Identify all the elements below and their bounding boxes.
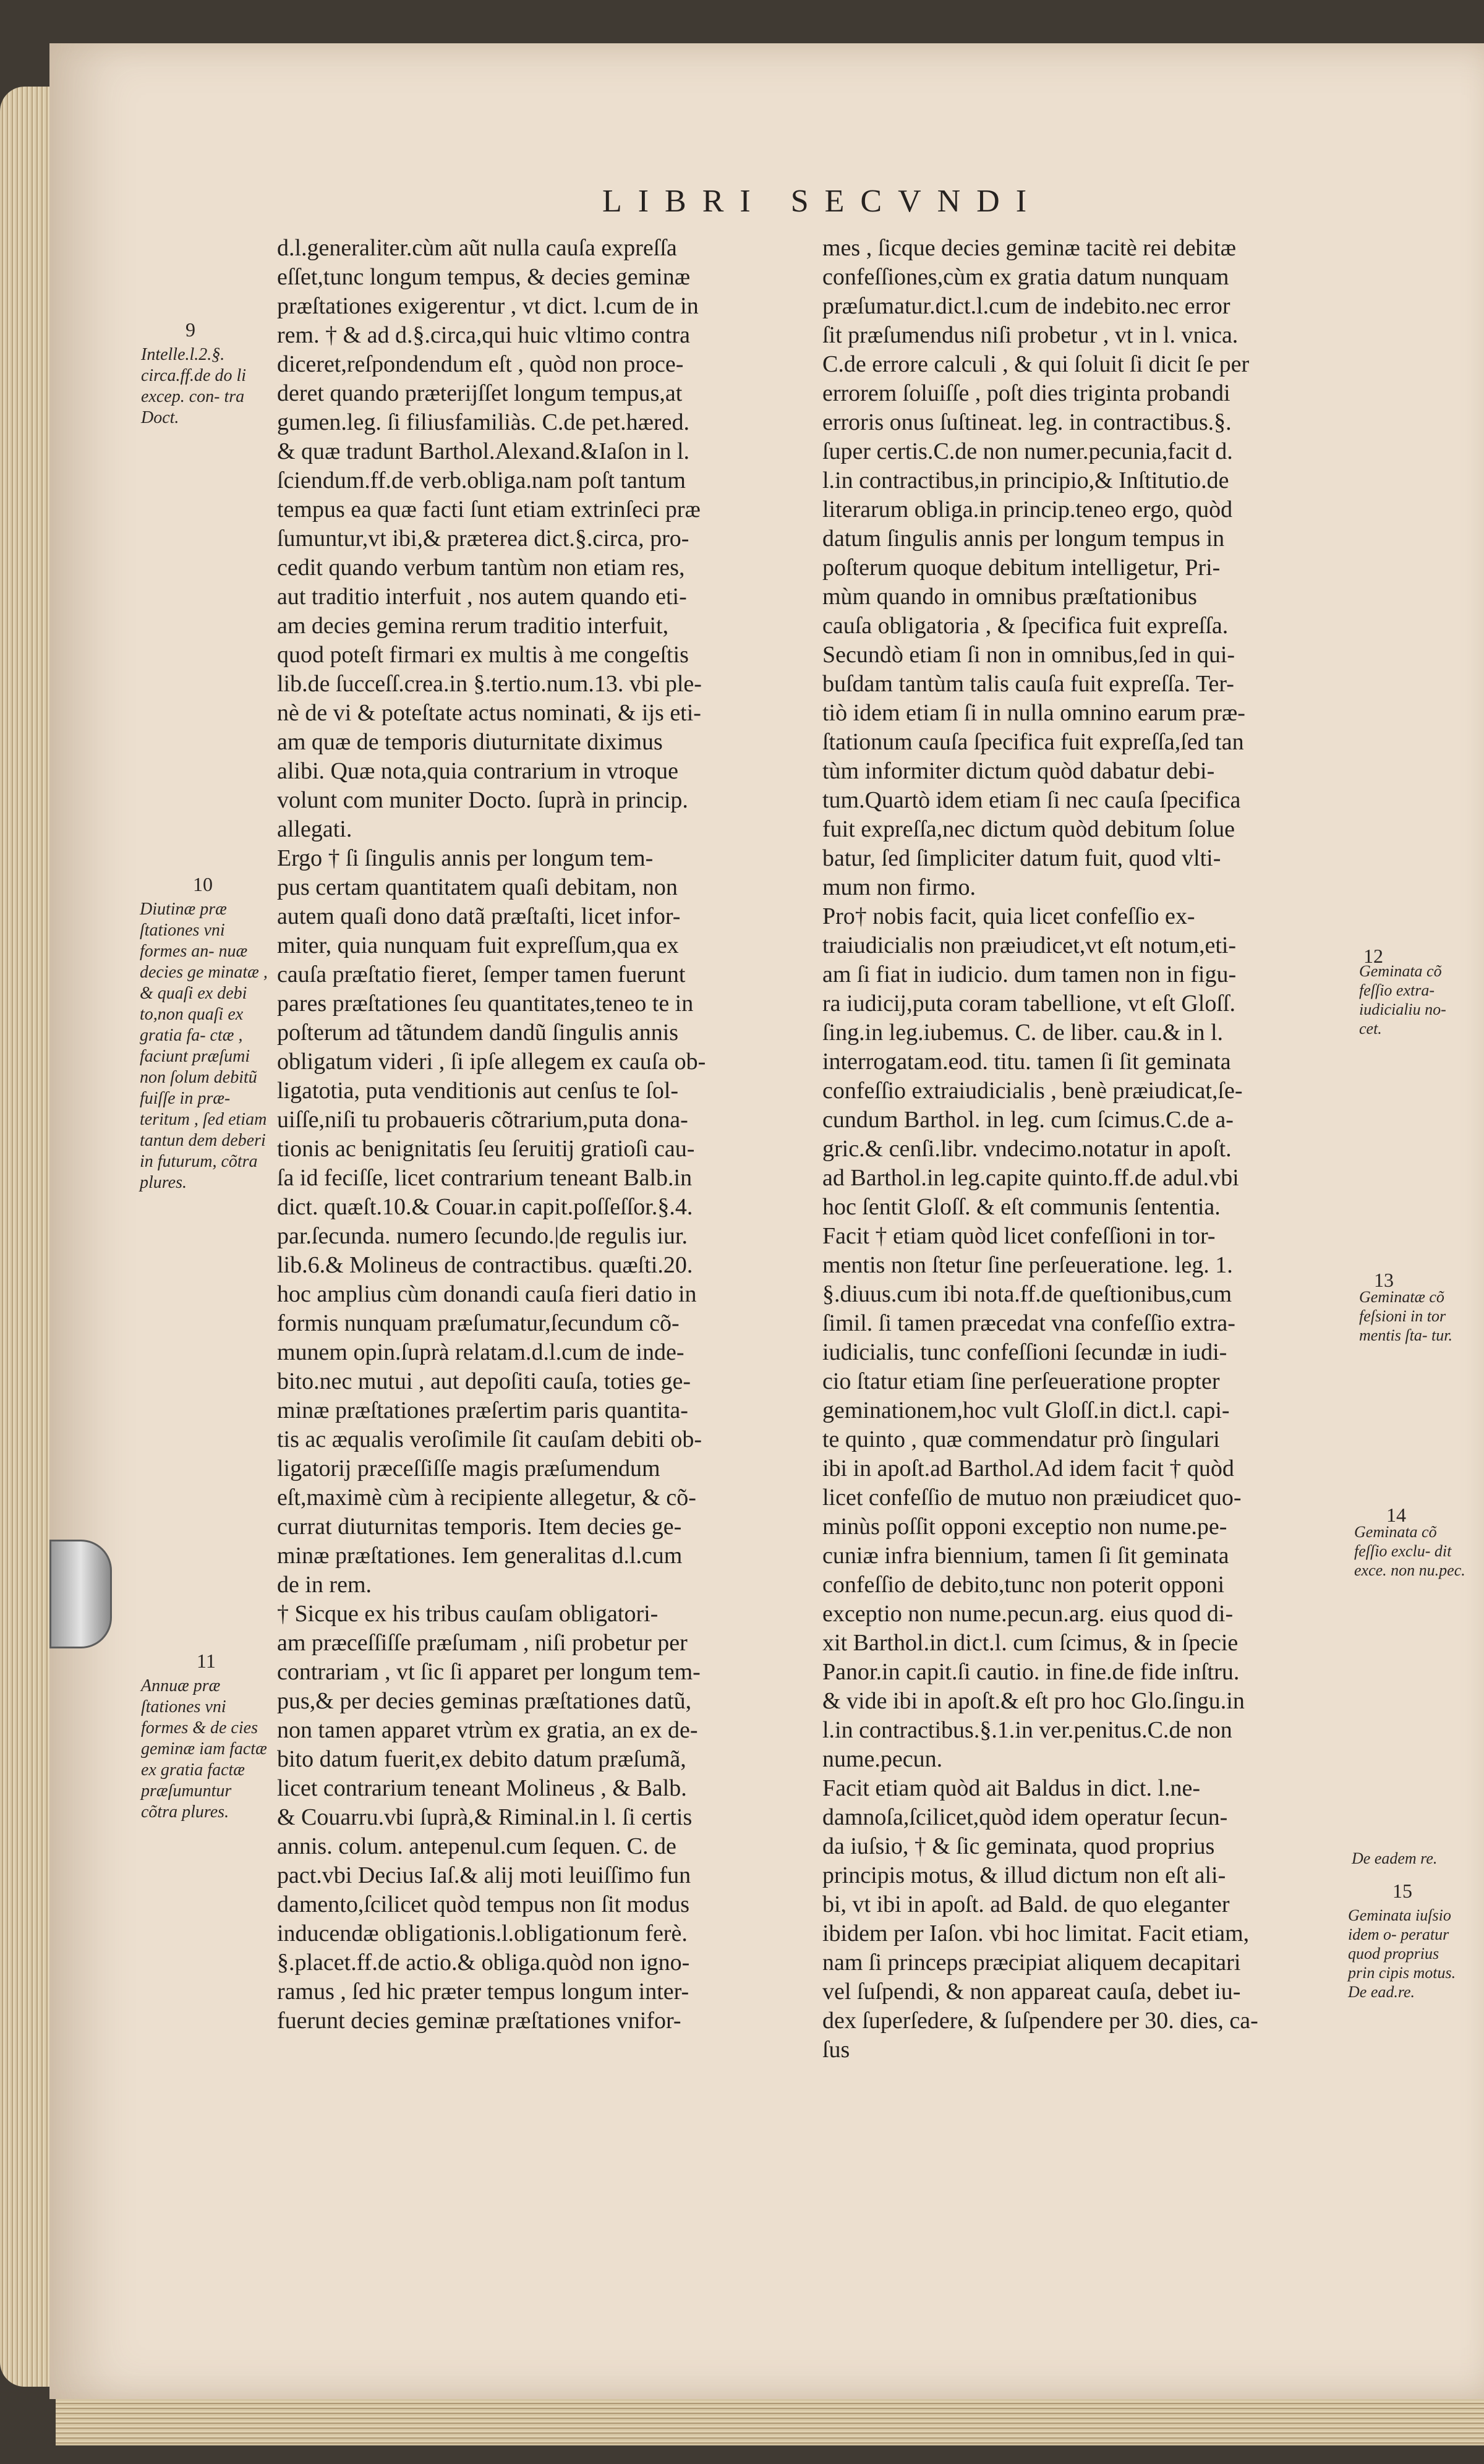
text-line: l.in contractibus.§.1.in ver.penitus.C.de non (822, 1717, 1232, 1743)
text-line: ſit præſumendus niſi probetur , vt in l. vnica. (822, 322, 1239, 348)
text-line: xit Barthol.in dict.l. cum ſcimus, & in ſpecie (822, 1630, 1239, 1656)
text-line: dict. quæſt.10.& Couar.in capit.poſſeſſor.§.4. (277, 1194, 693, 1220)
text-line: cuniæ infra biennium, tamen ſi ſit geminata (822, 1543, 1229, 1569)
text-line: Secundò etiam ſi non in omnibus,ſed in qui- (822, 642, 1235, 668)
right-text-column (822, 234, 1354, 2065)
text-line: erroris onus ſuſtineat. leg. in contractibus.§. (822, 409, 1232, 435)
text-line: geminationem,hoc vult Gloſſ.in dict.l. capi- (822, 1397, 1230, 1423)
text-line: & quæ tradunt Barthol.Alexand.&Iaſon in l. (277, 438, 690, 464)
text-line: hoc ſentit Gloſſ. & eſt communis ſententia. (822, 1194, 1221, 1220)
text-line: tùm informiter dictum quòd dabatur debi- (822, 758, 1215, 784)
text-line: tum.Quartò idem etiam ſi nec cauſa ſpecifica (822, 787, 1241, 813)
text-line: aut traditio interfuit , nos autem quando eti- (277, 584, 687, 610)
text-line: cauſa præſtatio fieret, ſemper tamen fuerunt (277, 961, 686, 987)
text-line: cundum Barthol. in leg. cum ſcimus.C.de a- (822, 1107, 1234, 1133)
text-line: tempus ea quæ facti ſunt etiam extrinſeci præ (277, 497, 701, 522)
text-line: volunt com muniter Docto. ſuprà in princip. (277, 787, 688, 813)
margin-number-15: 15 (1392, 1880, 1412, 1902)
text-line: † Sicque ex his tribus cauſam obligatori- (277, 1601, 659, 1627)
text-line: tiò idem etiam ſi in nulla omnino earum præ- (822, 700, 1245, 726)
text-line: am ſi fiat in iudicio. dum tamen non in figu- (822, 961, 1237, 987)
text-line: ra iudicij,puta coram tabellione, vt eſt Gloſſ. (822, 991, 1235, 1017)
text-line: & vide ibi in apoſt.& eſt pro hoc Glo.ſingu.in (822, 1688, 1245, 1714)
text-line: da iuſsio, † & ſic geminata, quod proprius (822, 1833, 1215, 1859)
text-line: te quinto , quæ commendatur prò ſingulari (822, 1426, 1220, 1452)
text-line: currat diuturnitas temporis. Item decies ge- (277, 1514, 682, 1540)
running-head: LIBRI SECVNDI (602, 184, 1043, 219)
text-line: ad Barthol.in leg.capite quinto.ff.de adul.vbi (822, 1165, 1239, 1191)
text-line: licet contrarium teneant Molineus , & Balb. (277, 1775, 687, 1801)
text-line: allegati. (277, 816, 352, 842)
text-line: nè de vi & poteſtate actus nominati, & ijs eti- (277, 700, 701, 726)
text-line: ligatorij præceſſiſſe magis præſumendum (277, 1456, 660, 1481)
text-line: cedit quando verbum tantùm non etiam res, (277, 555, 685, 581)
text-line: mes , ſicque decies geminæ tacitè rei debitæ (822, 235, 1237, 261)
text-line: ſuper certis.C.de non numer.pecunia,facit d. (822, 438, 1233, 464)
text-line: poſterum ad tãtundem dandũ ſingulis annis (277, 1020, 679, 1046)
text-line: præſumatur.dict.l.cum de indebito.nec error (822, 293, 1230, 319)
margin-number-11: 11 (197, 1650, 216, 1672)
text-line: eſt,maximè cùm à recipiente allegetur, & cõ- (277, 1485, 696, 1511)
text-line: confeſſiones,cùm ex gratia datum nunquam (822, 264, 1229, 290)
text-line: errorem ſoluiſſe , poſt dies triginta probandi (822, 380, 1230, 406)
text-line: annis. colum. antepenul.cum ſequen. C. de (277, 1833, 676, 1859)
text-line: batur, ſed ſimpliciter datum fuit, quod vlti- (822, 845, 1221, 871)
text-line: fuerunt decies geminæ præſtationes vnifor- (277, 2008, 681, 2034)
text-line: alibi. Quæ nota,quia contrarium in vtroque (277, 758, 679, 784)
text-line: mùm quando in omnibus præſtationibus (822, 584, 1197, 610)
text-line: dex ſuperſedere, & ſuſpendere per 30. dies, ca- (822, 2008, 1258, 2034)
text-line: & Couarru.vbi ſuprà,& Riminal.in l. ſi certis (277, 1804, 693, 1830)
text-line: quod poteſt firmari ex multis à me congeſtis (277, 642, 689, 668)
text-line: ibi in apoſt.ad Barthol.Ad idem facit † quòd (822, 1456, 1234, 1481)
text-line: contrariam , vt ſic ſi apparet per longum tem- (277, 1659, 701, 1685)
margin-note-10: Diutinæ præ ſtationes vni formes an- nuæ decies ge minatæ , & quaſi ex debi to,non quaſi ex gratia fa- ctæ , faciunt præſumi non ſolum debitũ fuiſſe in præ- teritum , ſed etiam tantun dem deberi in futurum, cõtra plures. (140, 900, 268, 1192)
text-line: licet confeſſio de mutuo non præiudicet quo- (822, 1485, 1242, 1511)
text-line: bito datum fuerit,ex debito datum præſumã, (277, 1746, 686, 1772)
text-line: pus certam quantitatem quaſi debitam, non (277, 874, 678, 900)
text-line: confeſſio extraiudicialis , benè præiudicat,ſe- (822, 1078, 1243, 1104)
text-line: fuit expreſſa,nec dictum quòd debitum ſolue (822, 816, 1235, 842)
text-line: gric.& cenſi.libr. vndecimo.notatur in apoſt. (822, 1136, 1232, 1162)
margin-number-10: 10 (193, 873, 213, 895)
text-line: pact.vbi Decius Iaſ.& alij moti leuiſſimo fun (277, 1862, 691, 1888)
margin-note-de-eadem: De eadem re. (1352, 1849, 1438, 1867)
text-line: eſſet,tunc longum tempus, & decies geminæ (277, 264, 691, 290)
metal-clip (49, 1540, 112, 1648)
text-line: gumen.leg. ſi filiusfamiliàs. C.de pet.hæred. (277, 409, 689, 435)
text-line: ſumuntur,vt ibi,& præterea dict.§.circa, pro- (277, 526, 689, 552)
text-line: bito.nec mutui , aut depoſiti cauſa, toties ge- (277, 1368, 691, 1394)
text-line: vel ſuſpendi, & non appareat cauſa, debet iu- (822, 1979, 1241, 2005)
text-line: confeſſio de debito,tunc non poterit opponi (822, 1572, 1225, 1598)
margin-note-13: Geminatæ cõ feſsioni in tor mentis ſta- tur. (1359, 1288, 1452, 1344)
text-line: am præceſſiſſe præſumam , niſi probetur per (277, 1630, 688, 1656)
text-line: iudicialis, tunc confeſſioni ſecundæ in iudi- (822, 1339, 1227, 1365)
text-line: minæ præſtationes. Iem generalitas d.l.cum (277, 1543, 683, 1569)
margin-note-9: Intelle.l.2.§. circa.ff.de do li excep. con- tra Doct. (141, 345, 247, 427)
text-line: autem quaſi dono datã præſtaſti, licet infor- (277, 903, 681, 929)
text-line: principis motus, & illud dictum non eſt ali- (822, 1862, 1226, 1888)
text-line: mum non firmo. (822, 874, 976, 900)
text-line: nam ſi princeps præcipiat aliquem decapitari (822, 1950, 1241, 1976)
margin-number-13: 13 (1374, 1269, 1394, 1291)
text-line: d.l.generaliter.cùm aũt nulla cauſa expreſſa (277, 235, 677, 261)
text-line: præſtationes exigerentur , vt dict. l.cum de in (277, 293, 699, 319)
text-line: ſing.in leg.iubemus. C. de liber. cau.& in l. (822, 1020, 1224, 1046)
text-line: minæ præſtationes præſertim paris quantita- (277, 1397, 688, 1423)
text-line: Panor.in capit.ſi cautio. in fine.de fide inſtru. (822, 1659, 1240, 1685)
text-line: non tamen apparet vtrùm ex gratia, an ex de- (277, 1717, 698, 1743)
text-line: lib.de ſucceſſ.crea.in §.tertio.num.13. vbi ple- (277, 671, 702, 697)
text-line: ligatotia, puta venditionis aut cenſus te ſol- (277, 1078, 679, 1104)
text-line: poſterum quoque debitum intelligetur, Pri- (822, 555, 1221, 581)
text-line: par.ſecunda. numero ſecundo.|de regulis iur. (277, 1223, 688, 1249)
text-line: C.de errore calculi , & qui ſoluit ſi dicit ſe per (822, 351, 1250, 377)
text-line: exceptio non nume.pecun.arg. eius quod di- (822, 1601, 1234, 1627)
text-line: ſus (822, 2037, 850, 2063)
text-line: bi, vt ibi in apoſt. ad Bald. de quo eleganter (822, 1891, 1230, 1917)
text-line: ſa id feciſſe, licet contrarium teneant Balb.in (277, 1165, 693, 1191)
margin-note-12: Geminata cõ feſſio extra- iudicialiu no- cet. (1359, 962, 1446, 1038)
text-line: diceret,reſpondendum eſt , quòd non proce- (277, 351, 684, 377)
text-line: buſdam tantùm talis cauſa fuit expreſſa. Ter- (822, 671, 1234, 697)
text-line: damento,ſcilicet quòd tempus non ſit modus (277, 1891, 690, 1917)
text-line: datum ſingulis annis per longum tempus in (822, 526, 1225, 552)
left-text-column (277, 234, 809, 2036)
text-line: munem opin.ſuprà relatam.d.l.cum de inde- (277, 1339, 684, 1365)
text-line: inducendæ obligationis.l.obligationum ferè. (277, 1920, 688, 1946)
text-line: miter, quia nunquam fuit expreſſum,qua ex (277, 932, 679, 958)
text-line: cio ſtatur etiam ſine perſeueratione propter (822, 1368, 1220, 1394)
text-line: de in rem. (277, 1572, 372, 1598)
text-line: ſtationum cauſa ſpecifica fuit expreſſa,ſed tan (822, 729, 1244, 755)
text-line: §.placet.ff.de actio.& obliga.quòd non igno- (277, 1950, 690, 1976)
text-line: cauſa obligatoria , & ſpecifica fuit expreſſa. (822, 613, 1229, 639)
text-line: ibidem per Iaſon. vbi hoc limitat. Facit etiam, (822, 1920, 1250, 1946)
margin-note-11: Annuæ præ ſtationes vni formes & de cies geminæ iam factæ ex gratia factæ præſumuntur cõtra plures. (141, 1676, 267, 1822)
text-line: hoc amplius cùm donandi cauſa fieri datio in (277, 1281, 697, 1307)
text-line: l.in contractibus,in principio,& Inſtitutio.de (822, 467, 1229, 493)
text-line: interrogatam.eod. titu. tamen ſi ſit geminata (822, 1049, 1231, 1075)
text-line: deret quando præterijſſet longum tempus,at (277, 380, 683, 406)
text-line: nume.pecun. (822, 1746, 943, 1772)
text-line: Pro† nobis facit, quia licet confeſſio ex- (822, 903, 1195, 929)
margin-number-12: 12 (1363, 945, 1383, 967)
text-line: formis nunquam præſumatur,ſecundum cõ- (277, 1310, 680, 1336)
text-line: pus,& per decies geminas præſtationes datũ, (277, 1688, 692, 1714)
text-line: ramus , ſed hic præter tempus longum inter- (277, 1979, 689, 2005)
text-line: am quæ de temporis diuturnitate diximus (277, 729, 663, 755)
text-line: pares præſtationes ſeu quantitates,teneo te in (277, 991, 694, 1017)
text-line: am decies gemina rerum traditio interfuit, (277, 613, 669, 639)
text-line: rem. † & ad d.§.circa,qui huic vltimo contra (277, 322, 690, 348)
text-line: mentis non ſtetur ſine perſeueratione. leg. 1. (822, 1252, 1233, 1278)
text-line: uiſſe,niſi tu probaueris cõtrarium,puta dona- (277, 1107, 688, 1133)
text-line: literarum obliga.in princip.teneo ergo, quòd (822, 497, 1233, 522)
text-line: §.diuus.cum ibi nota.ff.de queſtionibus,cum (822, 1281, 1232, 1307)
margin-note-14: Geminata cõ feſſio exclu- dit exce. non nu.pec. (1354, 1523, 1465, 1579)
margin-number-14: 14 (1386, 1504, 1406, 1526)
text-line: tis ac æqualis veroſimile ſit cauſam debiti ob- (277, 1426, 702, 1452)
text-line: ſimil. ſi tamen præcedat vna confeſſio extra- (822, 1310, 1235, 1336)
text-line: tionis ac benignitatis ſeu ſeruitij gratioſi cau- (277, 1136, 695, 1162)
text-line: damnoſa,ſcilicet,quòd idem operatur ſecun- (822, 1804, 1228, 1830)
text-line: traiudicialis non præiudicet,vt eſt notum,eti- (822, 932, 1237, 958)
text-line: minùs poſſit opponi exceptio non nume.pe- (822, 1514, 1227, 1540)
margin-note-15: Geminata iuſsio idem o- peratur quod proprius prin cipis motus. De ead.re. (1348, 1906, 1456, 2001)
text-line: Facit etiam quòd ait Baldus in dict. l.ne- (822, 1775, 1201, 1801)
text-line: ſciendum.ff.de verb.obliga.nam poſt tantum (277, 467, 686, 493)
text-line: Facit † etiam quòd licet confeſſioni in tor- (822, 1223, 1216, 1249)
text-line: Ergo † ſi ſingulis annis per longum tem- (277, 845, 654, 871)
text-line: lib.6.& Molineus de contractibus. quæſti.20. (277, 1252, 693, 1278)
text-line: obligatum videri , ſi ipſe allegem ex cauſa ob- (277, 1049, 706, 1075)
margin-number-9: 9 (186, 318, 195, 341)
